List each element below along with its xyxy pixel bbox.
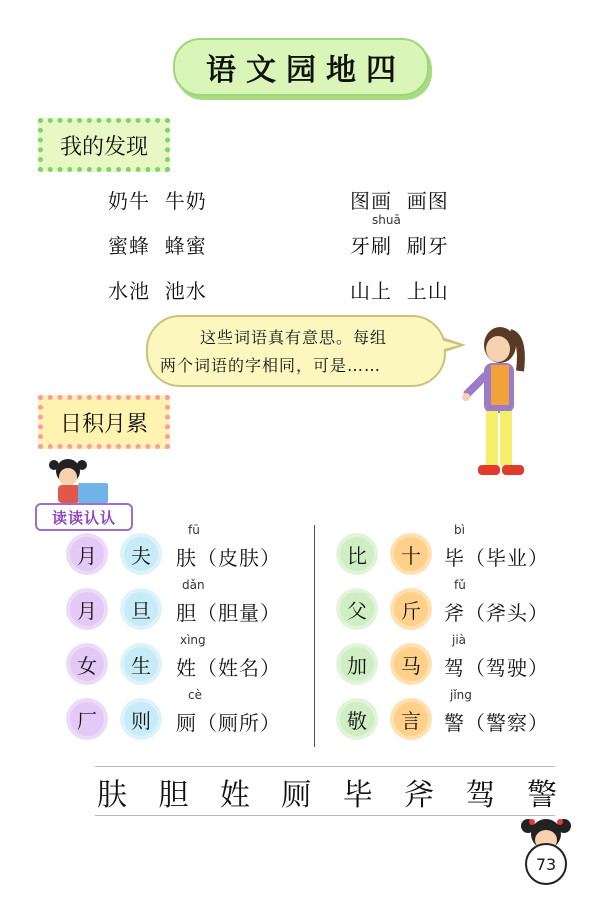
bubble-line-1: 这些词语真有意思。每组 [200, 328, 388, 347]
char-entry: 厕（厕所） [176, 711, 281, 735]
reading-girl-icon [48, 455, 118, 505]
char-entry: 警（警察） [444, 711, 549, 735]
char-entry: 毕（毕业） [444, 546, 549, 570]
girl-illustration [458, 315, 538, 485]
component-flower: 比 [340, 537, 374, 571]
pinyin-label: shuā [372, 213, 401, 227]
writing-char: 胆 [158, 778, 189, 813]
char-entry: 胆（胆量） [176, 601, 281, 625]
word-pair: 蜜蜂 蜂蜜 [108, 234, 207, 258]
page-title: 语文园地四 [206, 53, 406, 88]
component-flower: 马 [394, 647, 428, 681]
pinyin-label: jià [452, 633, 467, 647]
component-flower: 十 [394, 537, 428, 571]
section-label-accumulation: 日积月累 [38, 395, 170, 449]
component-flower: 生 [124, 647, 158, 681]
component-flower: 敬 [340, 702, 374, 736]
component-flower: 夫 [124, 537, 158, 571]
radical-flower: 厂 [70, 702, 104, 736]
writing-char: 驾 [465, 778, 496, 813]
word-pair: 奶牛 牛奶 [108, 189, 207, 213]
pinyin-label: fǔ [454, 578, 466, 592]
char-entry: 斧（斧头） [444, 601, 549, 625]
word-pair: 水池 池水 [108, 279, 207, 303]
component-flower: 言 [394, 702, 428, 736]
bubble-tail-inner [433, 338, 459, 352]
pinyin-label: cè [188, 688, 202, 702]
writing-char: 斧 [404, 778, 435, 813]
section-label-discovery: 我的发现 [38, 118, 170, 172]
char-entry: 驾（驾驶） [444, 656, 549, 680]
pinyin-label: bì [454, 523, 465, 537]
pinyin-label: dǎn [182, 578, 205, 592]
pinyin-label: xìng [180, 633, 206, 647]
pinyin-label: fū [188, 523, 200, 537]
component-flower: 父 [340, 592, 374, 626]
word-pair: 山上 上山 [350, 279, 449, 303]
page-number: 73 [525, 843, 567, 885]
column-divider [314, 525, 315, 747]
radical-flower: 月 [70, 592, 104, 626]
component-flower: 旦 [124, 592, 158, 626]
pinyin-label: jǐng [450, 688, 472, 702]
writing-char: 姓 [219, 778, 250, 813]
page-title-pill [173, 38, 429, 96]
writing-char: 警 [526, 778, 557, 813]
char-entry: 姓（姓名） [176, 656, 281, 680]
component-flower: 则 [124, 702, 158, 736]
writing-line-bottom [95, 815, 555, 816]
writing-char: 厕 [281, 778, 312, 813]
writing-line-top [95, 766, 555, 767]
component-flower: 加 [340, 647, 374, 681]
word-pair: 牙刷 刷牙 [350, 234, 449, 258]
read-recognize-badge: 读读认认 [35, 503, 133, 531]
writing-char: 毕 [342, 778, 373, 813]
writing-characters [97, 770, 557, 814]
bubble-line-2: 两个词语的字相同，可是…… [160, 356, 382, 375]
writing-char: 肤 [97, 778, 127, 813]
component-flower: 斤 [394, 592, 428, 626]
radical-flower: 月 [70, 537, 104, 571]
radical-flower: 女 [70, 647, 104, 681]
word-pair: 图画 画图 [350, 189, 449, 213]
char-entry: 肤（皮肤） [176, 546, 281, 570]
